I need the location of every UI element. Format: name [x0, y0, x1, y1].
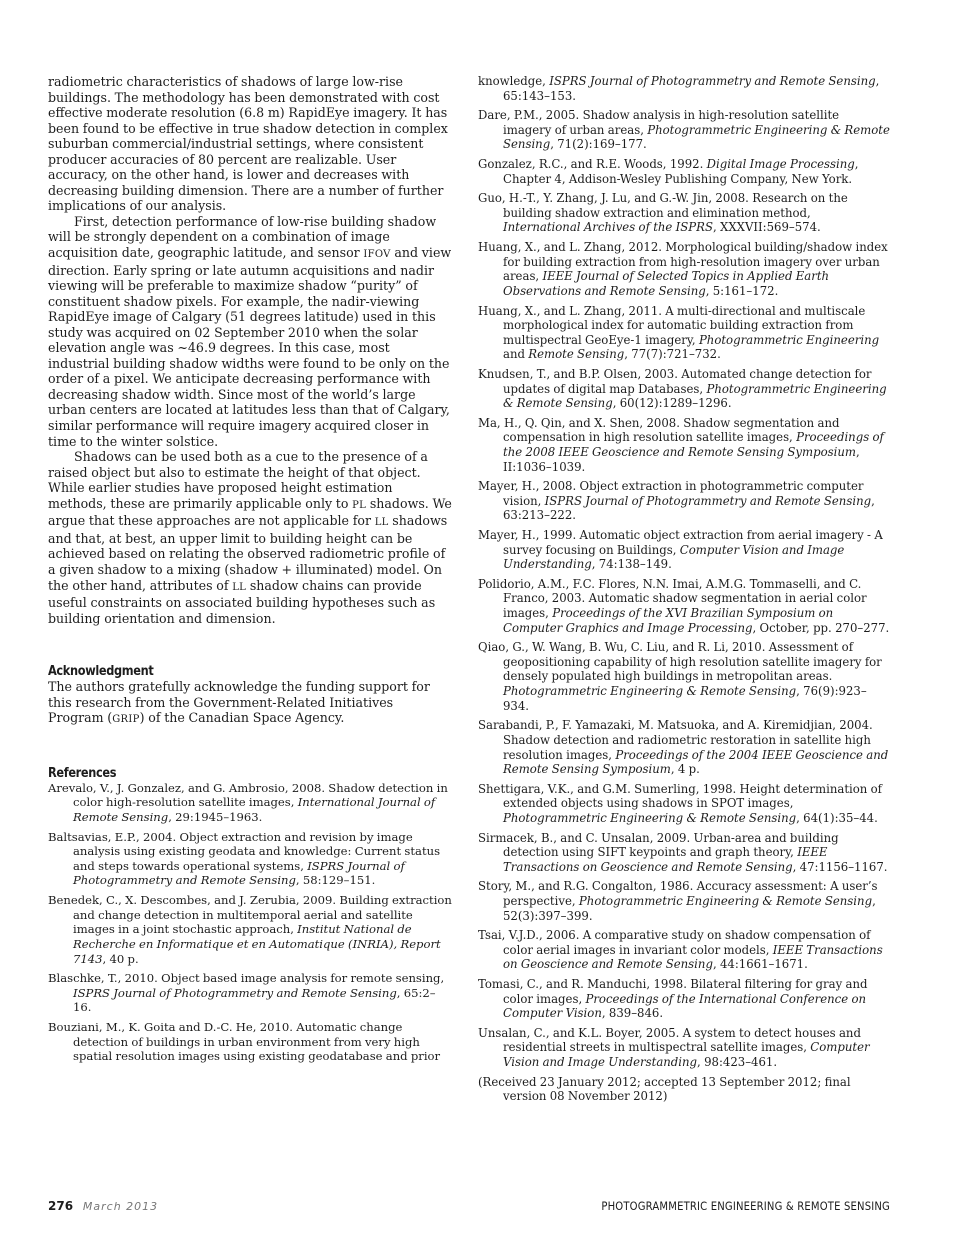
italic-title: International Journal of Remote Sensing	[73, 795, 436, 824]
text-run: Shadows can be used both as a cue to the presence of a raised object but also to estimate the height of that object. While earlier studies have proposed height estimation methods, these are primarily applicable only to	[48, 449, 428, 511]
italic-title: Proceedings of the 2004 IEEE Geoscience and Remote Sensing Symposium	[503, 747, 889, 777]
text-run: Ma, H., Q. Qin, and X. Shen, 2008. Shadow segmentation and compensation in high resolution satellite images,	[478, 415, 840, 445]
italic-title: ISPRS Journal of Photogrammetry and Remote Sensing	[73, 858, 405, 888]
text-run: , 839–846.	[601, 1006, 664, 1021]
reference-entry	[478, 831, 890, 875]
italic-title: International Archives of the ISPRS	[503, 220, 713, 235]
references-list-left	[48, 781, 452, 1064]
italic-title: Institut National de Recherche en Informatique et en Automatique (INRIA), Report 7143	[73, 922, 441, 966]
italic-title: Photogrammetric Engineering & Remote Sensing	[578, 893, 873, 908]
reference-entry	[48, 830, 452, 888]
reference-entry	[478, 782, 890, 826]
text-run: Polidorio, A.M., F.C. Flores, N.N. Imai, A.M.G. Tommaselli, and C. Franco, 2003. Automatic shadow segmentation in aerial color images,	[478, 576, 867, 621]
italic-title: Proceedings of the 2008 IEEE Geoscience and Remote Sensing Symposium	[503, 430, 884, 459]
italic-title: Proceedings of the International Conference on Computer Vision	[503, 991, 867, 1021]
italic-title: Photogrammetric Engineering	[698, 332, 880, 347]
text-run: First, detection performance of low-rise building shadow will be strongly dependent on a combination of image acquisition date, geographic latitude, and sensor	[48, 213, 437, 261]
small-caps-term: LL	[374, 517, 389, 529]
reference-entry	[478, 367, 890, 411]
text-run: shadows and that, at best, an upper limit to building height can be achieved based on relating the observed radiometric profile of a given shadow to a mixing (shadow + illuminated) model. On the other hand, attributes of	[48, 513, 448, 593]
text-run: shadows. We argue that these approaches are not applicable for	[48, 495, 452, 529]
reference-entry	[478, 640, 890, 713]
italic-title: Remote Sensing	[528, 347, 625, 362]
text-run: , 40 p.	[102, 951, 139, 966]
text-run: , 74:138–149.	[591, 557, 672, 572]
text-run: , 63:213–222.	[503, 493, 875, 523]
reference-continuation	[478, 74, 890, 103]
text-run: Bouziani, M., K. Goita and D.-C. He, 2010. Automatic change detection of buildings in urban environment from very high spatial resolution images using existing geodatabase and prior	[48, 1020, 441, 1064]
body-paragraph	[48, 449, 452, 626]
text-run: Sarabandi, P., F. Yamazaki, M. Matsuoka, and A. Kiremidjian, 2004. Shadow detection and radiometric restoration in satellite high resolution images,	[478, 718, 873, 762]
text-run: , 65:2–16.	[73, 985, 436, 1015]
text-run: , 98:423–461.	[697, 1055, 778, 1070]
reference-entry	[48, 893, 452, 966]
text-run: Tsai, V.J.D., 2006. A comparative study on shadow compensation of color aerial images in invariant color models,	[478, 928, 871, 957]
text-run: Benedek, C., X. Descombes, and J. Zerubia, 2009. Building extraction and change detection in multitemporal aerial and satellite images in a joint stochastic approach,	[48, 893, 452, 937]
references-list-right	[478, 74, 890, 1104]
italic-title: Photogrammetric Engineering & Remote Sensing	[503, 810, 797, 825]
text-run: , 52(3):397–399.	[503, 893, 876, 923]
italic-title: Computer Vision and Image Understanding	[503, 542, 845, 572]
reference-entry	[478, 157, 890, 186]
text-run: Huang, X., and L. Zhang, 2011. A multi-directional and multiscale morphological index for automatic building extraction from multispectral GeoEye-1 imagery,	[478, 303, 866, 347]
text-run: , 29:1945–1963.	[168, 809, 263, 824]
italic-title: Digital Image Processing	[706, 157, 855, 172]
italic-title: Photogrammetric Engineering & Remote Sensing	[503, 122, 890, 152]
italic-title: ISPRS Journal of Photogrammetry and Remote Sensing	[549, 74, 876, 88]
text-run: , XXXVII:569–574.	[712, 220, 821, 235]
text-run: Gonzalez, R.C., and R.E. Woods, 1992.	[478, 157, 707, 172]
reference-entry	[478, 479, 890, 523]
reference-entry	[48, 971, 452, 1015]
text-run: Baltsavias, E.P., 2004. Object extraction and revision by image analysis using existing geodata and knowledge: Current status and steps towards operational systems,	[48, 829, 441, 873]
footer-left	[48, 1199, 158, 1213]
reference-entry	[478, 718, 890, 776]
text-run: Story, M., and R.G. Congalton, 1986. Accuracy assessment: A user’s perspective,	[478, 879, 878, 908]
text-run: and	[503, 347, 529, 362]
italic-title: IEEE Transactions on Geoscience and Remote Sensing	[503, 942, 883, 972]
text-run: radiometric characteristics of shadows of large low-rise buildings. The methodology has been demonstrated with cost effective moderate resolution (6.8 m) RapidEye imagery. It has been found to be effective in true shadow detection in complex suburban commercial/industrial settings, where consistent producer accuracies of 80 percent are realizable. User accuracy, on the other hand, is lower and decreases with decreasing building dimension. There are a number of further implications of our analysis.	[48, 74, 448, 214]
small-caps-term: LL	[232, 581, 247, 593]
text-run: Huang, X., and L. Zhang, 2012. Morphological building/shadow index for building extraction from high-resolution imagery over urban areas,	[478, 240, 888, 284]
text-run: shadow chains can provide useful constraints on associated building hypotheses such as building orientation and dimension.	[48, 577, 436, 626]
italic-title: ISPRS Journal of Photogrammetry and Remote Sensing	[73, 985, 397, 1000]
text-run: , 58:129–151.	[295, 873, 376, 888]
italic-title: Photogrammetric Engineering & Remote Sensing	[503, 381, 887, 411]
journal-name: PHOTOGRAMMETRIC ENGINEERING & REMOTE SENSING	[601, 1199, 890, 1213]
reference-entry	[478, 191, 890, 235]
right-column	[478, 74, 890, 1109]
text-run: , 64(1):35–44.	[796, 810, 878, 825]
text-run: , 5:161–172.	[705, 283, 779, 298]
body-paragraph	[48, 214, 452, 449]
left-column	[48, 74, 452, 1069]
text-run: Mayer, H., 1999. Automatic object extraction from aerial imagery - A survey focusing on Buildings,	[478, 528, 883, 557]
reference-entry	[478, 416, 890, 474]
text-run: , 60(12):1289–1296.	[612, 396, 732, 411]
text-run: , October, pp. 270–277.	[752, 620, 890, 635]
issue-date: March 2013	[82, 1200, 159, 1213]
text-run: , 71(2):169–177.	[550, 137, 647, 152]
small-caps-term: PL	[352, 499, 367, 511]
text-run: ) of the Canadian Space Agency.	[139, 710, 345, 726]
body-text	[48, 74, 452, 626]
reference-entry	[478, 928, 890, 972]
text-run: , 65:143–153.	[503, 74, 880, 103]
text-run: , II:1036–1039.	[503, 444, 860, 474]
reference-entry	[478, 304, 890, 362]
acknowledgment-heading: Acknowledgment	[48, 664, 154, 680]
small-caps-term: GRIP	[112, 714, 140, 726]
italic-title: Photogrammetric Engineering & Remote Sensing	[503, 684, 797, 699]
text-run: Tomasi, C., and R. Manduchi, 1998. Bilateral filtering for gray and color images,	[478, 977, 868, 1006]
text-run: Unsalan, C., and K.L. Boyer, 2005. A system to detect houses and residential streets in multispectral satellite images,	[478, 1025, 861, 1055]
text-run: knowledge,	[478, 74, 550, 88]
text-run: The authors gratefully acknowledge the funding support for this research from the Government-Related Initiatives Program (	[48, 679, 430, 726]
reference-entry	[478, 977, 890, 1021]
text-run: , 76(9):923–934.	[503, 684, 867, 713]
text-run: Shettigara, V.K., and G.M. Sumerling, 1998. Height determination of extended objects using shadows in SPOT images,	[478, 781, 882, 811]
reference-entry	[48, 781, 452, 825]
reference-entry	[478, 240, 890, 298]
italic-title: IEEE Transactions on Geoscience and Remote Sensing	[503, 845, 828, 874]
text-run: Mayer, H., 2008. Object extraction in photogrammetric computer vision,	[478, 479, 864, 508]
italic-title: Proceedings of the XVI Brazilian Symposium on Computer Graphics and Image Processing	[503, 606, 834, 635]
text-run: , 44:1661–1671.	[712, 957, 808, 972]
reference-entry	[478, 108, 890, 152]
acknowledgment-text	[48, 679, 452, 728]
text-run: Guo, H.-T., Y. Zhang, J. Lu, and G.-W. Jin, 2008. Research on the building shadow extraction and elimination method,	[478, 191, 848, 220]
references-heading: References	[48, 765, 117, 781]
reference-entry	[48, 1020, 452, 1064]
body-paragraph	[48, 74, 452, 214]
text-run: Qiao, G., W. Wang, B. Wu, C. Liu, and R. Li, 2010. Assessment of geopositioning capability of high resolution satellite imagery for densely populated high buildings in metropolitan areas.	[478, 640, 882, 684]
page-number: 276	[48, 1199, 74, 1213]
text-run: (Received 23 January 2012; accepted 13 September 2012; final version 08 November 2012)	[478, 1074, 851, 1104]
text-run: Blaschke, T., 2010. Object based image analysis for remote sensing,	[48, 971, 445, 986]
italic-title: IEEE Journal of Selected Topics in Applied Earth Observations and Remote Sensing	[503, 269, 830, 298]
text-run: and view direction. Early spring or late autumn acquisitions and nadir viewing will be preferable to maximize shadow “purity” of constituent shadow pixels. For example, the nadir-viewing RapidEye image of Calgary (51 degrees latitude) used in this study was acquired on 02 September 2010 when the solar elevation angle was ~46.9 degrees. In this case, most industrial building shadow widths were found to be only on the order of a pixel. We anticipate decreasing performance with decreasing shadow width. Since most of the world’s large urban centers are located at latitudes less than that of Calgary, similar performance will require imagery acquired closer in time to the winter solstice.	[48, 245, 452, 449]
reference-entry	[478, 1026, 890, 1070]
text-run: Arevalo, V., J. Gonzalez, and G. Ambrosio, 2008. Shadow detection in color high-resolution satellite images,	[48, 780, 448, 810]
text-run: , Chapter 4, Addison-Wesley Publishing Company, New York.	[503, 157, 859, 186]
text-run: Sirmacek, B., and C. Unsalan, 2009. Urban-area and building detection using SIFT keypoints and graph theory,	[478, 830, 839, 860]
text-run: Dare, P.M., 2005. Shadow analysis in high-resolution satellite imagery of urban areas,	[478, 108, 840, 137]
text-run: , 4 p.	[670, 762, 700, 777]
italic-title: Computer Vision and Image Understanding	[503, 1040, 870, 1070]
reference-entry	[478, 879, 890, 923]
reference-entry	[478, 577, 890, 635]
text-run: , 77(7):721–732.	[624, 347, 721, 362]
reference-entry	[478, 528, 890, 572]
text-run: , 47:1156–1167.	[792, 859, 888, 874]
small-caps-term: IFOV	[363, 249, 391, 261]
reference-entry	[478, 1075, 890, 1104]
italic-title: ISPRS Journal of Photogrammetry and Remote Sensing	[544, 493, 872, 508]
text-run: Knudsen, T., and B.P. Olsen, 2003. Automated change detection for updates of digital map Databases,	[478, 366, 872, 396]
